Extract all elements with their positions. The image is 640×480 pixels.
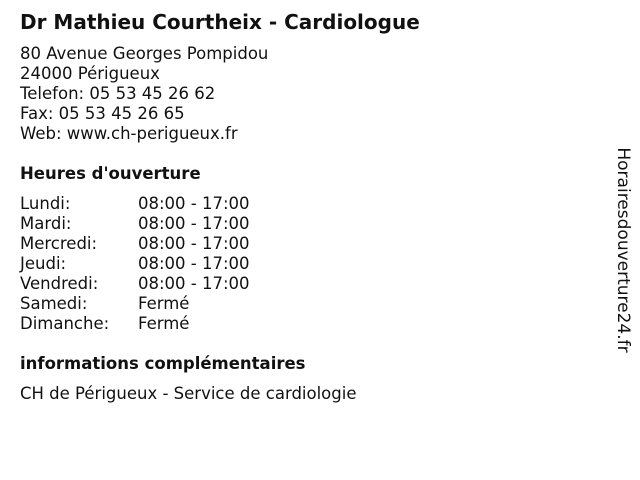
- additional-info-heading: informations complémentaires: [20, 354, 306, 373]
- time-value: 08:00 - 17:00: [138, 194, 250, 213]
- day-label: Lundi:: [20, 194, 71, 213]
- contact-block: [20, 44, 268, 144]
- opening-hours-list: [20, 194, 250, 334]
- additional-info-text: CH de Périgueux - Service de cardiologie: [20, 384, 357, 403]
- website: Web: www.ch-perigueux.fr: [20, 124, 238, 143]
- hours-row-sunday: [20, 314, 250, 334]
- time-value: Fermé: [138, 314, 190, 333]
- time-value: 08:00 - 17:00: [138, 254, 250, 273]
- phone-number: Telefon: 05 53 45 26 62: [20, 84, 216, 103]
- day-label: Mardi:: [20, 214, 72, 233]
- hours-row-wednesday: [20, 234, 250, 254]
- hours-row-saturday: [20, 294, 250, 314]
- opening-hours-heading: Heures d'ouverture: [20, 164, 201, 183]
- time-value: Fermé: [138, 294, 190, 313]
- page-title: Dr Mathieu Courtheix - Cardiologue: [20, 10, 420, 34]
- day-label: Vendredi:: [20, 274, 99, 293]
- time-value: 08:00 - 17:00: [138, 274, 250, 293]
- hours-row-monday: [20, 194, 250, 214]
- site-watermark: Horairesdouverture24.fr: [613, 147, 633, 353]
- time-value: 08:00 - 17:00: [138, 214, 250, 233]
- day-label: Mercredi:: [20, 234, 98, 253]
- hours-row-friday: [20, 274, 250, 294]
- day-label: Samedi:: [20, 294, 88, 313]
- hours-row-thursday: [20, 254, 250, 274]
- street-address: 80 Avenue Georges Pompidou: [20, 44, 269, 63]
- day-label: Jeudi:: [20, 254, 67, 273]
- city-postcode: 24000 Périgueux: [20, 64, 160, 83]
- day-label: Dimanche:: [20, 314, 110, 333]
- time-value: 08:00 - 17:00: [138, 234, 250, 253]
- hours-row-tuesday: [20, 214, 250, 234]
- fax-number: Fax: 05 53 45 26 65: [20, 104, 185, 123]
